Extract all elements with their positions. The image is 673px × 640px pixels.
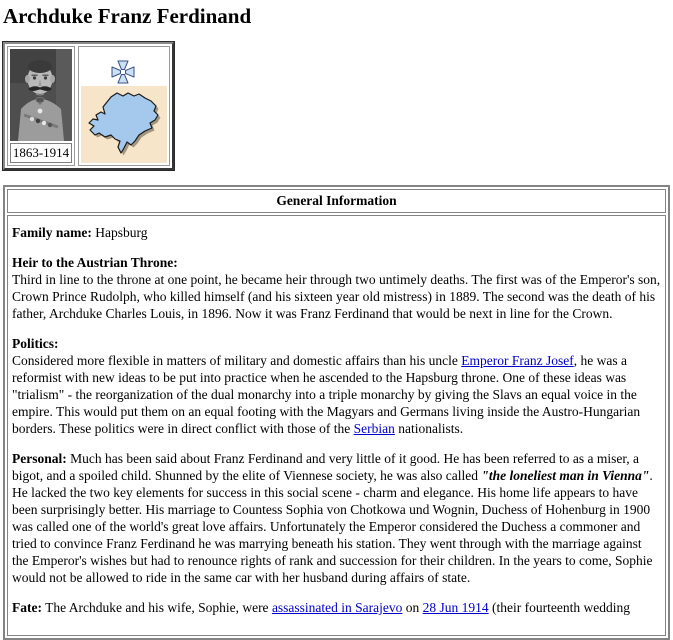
fate-label: Fate: (12, 600, 42, 615)
family-name-label: Family name: (12, 225, 92, 240)
assassination-link[interactable]: assassinated in Sarajevo (271, 600, 403, 615)
politics-text-1: Considered more flexible in matters of military and domestic affairs than his uncle (12, 353, 462, 368)
fate-text-3: (their fourteenth wedding (488, 600, 630, 615)
general-information-table (3, 185, 670, 640)
personal-paragraph (12, 450, 661, 586)
emperor-franz-josef-link[interactable]: Emperor Franz Josef (461, 353, 574, 368)
general-information-body (7, 215, 666, 636)
austria-hungary-map-image (81, 49, 167, 163)
personal-text-2: . He lacked the two key elements for success in this social scene - charm and elegance. His home life appears to have been surprisingly better. His marriage to Countess Sophia von Chotkowa und Wognin, Duchess of Hohenburg in 1900 was called one of the world's great love affairs. Unfortunately the Emperor considered the Duchess a commoner and tried to convince Franz Ferdinand he was marrying beneath his station. They went through with the marriage against the Emperor's wishes but had to renounce rights of rank and succession for their children. In the years to come, Sophie would not be allowed to ride in the same car with her husband during affairs of state. (12, 468, 653, 585)
portrait-caption: 1863-1914 (10, 143, 72, 163)
politics-text-2: , he was a reformist with new ideas to be put into practice when he ascended to the Hapsburg throne. One of these ideas was "trialism" - the reorganization of the dual monarchy into a triple monarchy by giving the Slavs an equal voice in the empire. This would put them on an equal footing with the Magyars and Germans living inside the Austro-Hungarian borders. These politics were in direct conflict with those of the (12, 353, 641, 436)
heir-paragraph (12, 254, 661, 322)
heir-label: Heir to the Austrian Throne: (12, 255, 178, 270)
map-cell (78, 46, 170, 166)
politics-text-3: nationalists. (394, 421, 464, 436)
personal-label: Personal: (12, 451, 67, 466)
family-name-value: Hapsburg (91, 225, 148, 240)
page-title: Archduke Franz Ferdinand (3, 4, 252, 28)
general-information-header: General Information (7, 189, 666, 213)
franz-ferdinand-portrait-image (10, 49, 72, 141)
fate-text-2: on (402, 600, 423, 615)
personal-text-1: Much has been said about Franz Ferdinand and very little of it good. He has been referred to as a miser, a bigot, and a spoiled child. Shunned by the elite of Viennese society, he was also called (12, 451, 640, 483)
serbian-link[interactable]: Serbian (353, 421, 395, 436)
family-name-line (12, 224, 661, 241)
portrait-cell (7, 46, 75, 166)
politics-paragraph (12, 335, 661, 437)
profile-image-box (3, 42, 174, 170)
politics-label: Politics: (12, 336, 59, 351)
assassination-date-link[interactable]: 28 Jun 1914 (422, 600, 489, 615)
fate-text-1: The Archduke and his wife, Sophie, were (41, 600, 272, 615)
heir-text: Third in line to the throne at one point, he became heir through two untimely deaths. The first was of the Emperor's son, Crown Prince Rudolph, who killed himself (and his sixteen year old mistress) in 1889. The second was the death of his father, Archduke Charles Louis, in 1896. Now it was Franz Ferdinand that would be next in line for the Crown. (12, 272, 661, 321)
loneliest-man-quote: "the loneliest man in Vienna" (481, 468, 650, 483)
fate-paragraph (12, 599, 661, 616)
